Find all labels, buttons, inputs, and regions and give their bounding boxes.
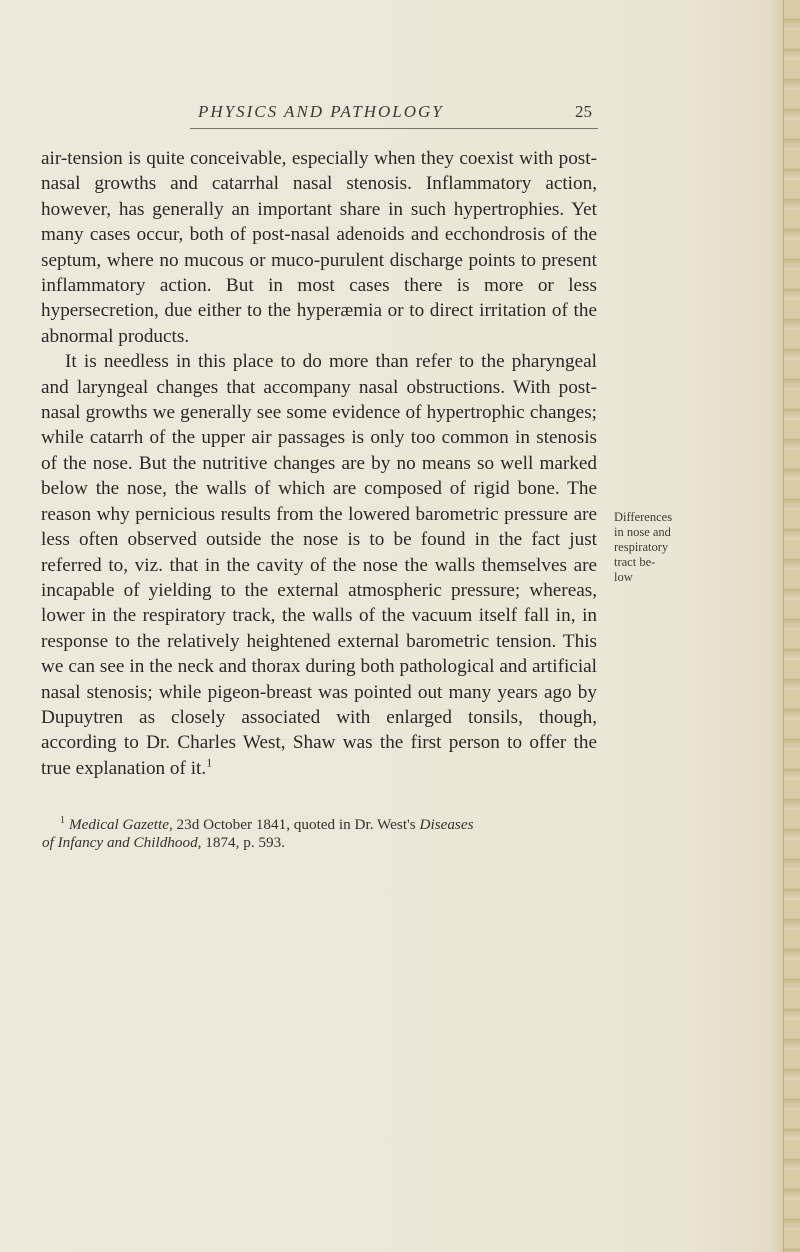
page-number: 25 — [575, 102, 592, 121]
header-rule — [190, 128, 598, 129]
footnote-reference: 1 — [206, 755, 213, 770]
margin-note — [614, 510, 692, 585]
paragraph-1: air-tension is quite conceivable, especially when they coexist with post-nasal growths and catarrhal nasal stenosis. Inflammatory action, however, has generally an important share in such hypertrophies. Yet many cases occur, both of post-nasal adenoids and ecchondrosis of the septum, where no mucous or muco-purulent discharge points to present inflammatory action. But in most cases there is more or less hypersecretion, due either to the hyperæmia or to direct irritation of the abnormal products. — [41, 148, 597, 347]
paragraph-2-text: It is needless in this place to do more than refer to the pharyngeal and laryngeal changes that accompany nasal obstructions. With post-nasal growths we generally see some evidence of hypertrophic changes; while catarrh of the upper air passages is only too common in stenosis of the nose. But the nutritive changes are by no means so well marked below the nose, the walls of which are composed of rigid bone. The reason why pernicious results from the lowered barometric pressure are less often observed outside the nose is to be found in the fact just referred to, viz. that in the cavity of the nose the walls themselves are incapable of yielding to the external atmospheric pressure; whereas, lower in the respiratory track, the walls of the vacuum itself fall in, in response to the relatively heightened external barometric tension. This we can see in the neck and thorax during both pathological and artificial nasal stenosis; while pigeon-breast was pointed out many years ago by Dupuytren as closely associated with enlarged tonsils, though, according to Dr. Charles West, Shaw was the first person to offer the true explanation of it. — [41, 351, 597, 779]
margin-note-line: in nose and — [614, 525, 671, 539]
margin-note-line: Differences — [614, 510, 673, 524]
footnote-line-2 — [42, 834, 602, 852]
footnote-journal: Medical Gazette — [69, 816, 169, 833]
paragraph-2 — [41, 349, 597, 781]
footnote-text-b: , 1874, p. 593. — [197, 834, 285, 851]
margin-note-line: tract be- — [614, 555, 656, 569]
footnote-marker: 1 — [60, 814, 65, 826]
margin-note-line: low — [614, 570, 633, 584]
page-header — [40, 98, 600, 128]
running-title: PHYSICS AND PATHOLOGY — [198, 102, 444, 121]
footnote-text-a: , 23d October 1841, quoted in Dr. West's — [168, 816, 420, 833]
body-text — [41, 146, 597, 781]
margin-note-line: respiratory — [614, 540, 669, 554]
footnote — [42, 816, 602, 852]
footnote-book-title-a: Diseases — [419, 816, 474, 833]
page-edge — [783, 0, 800, 1252]
footnote-book-title-b: of Infancy and Childhood — [42, 834, 198, 851]
